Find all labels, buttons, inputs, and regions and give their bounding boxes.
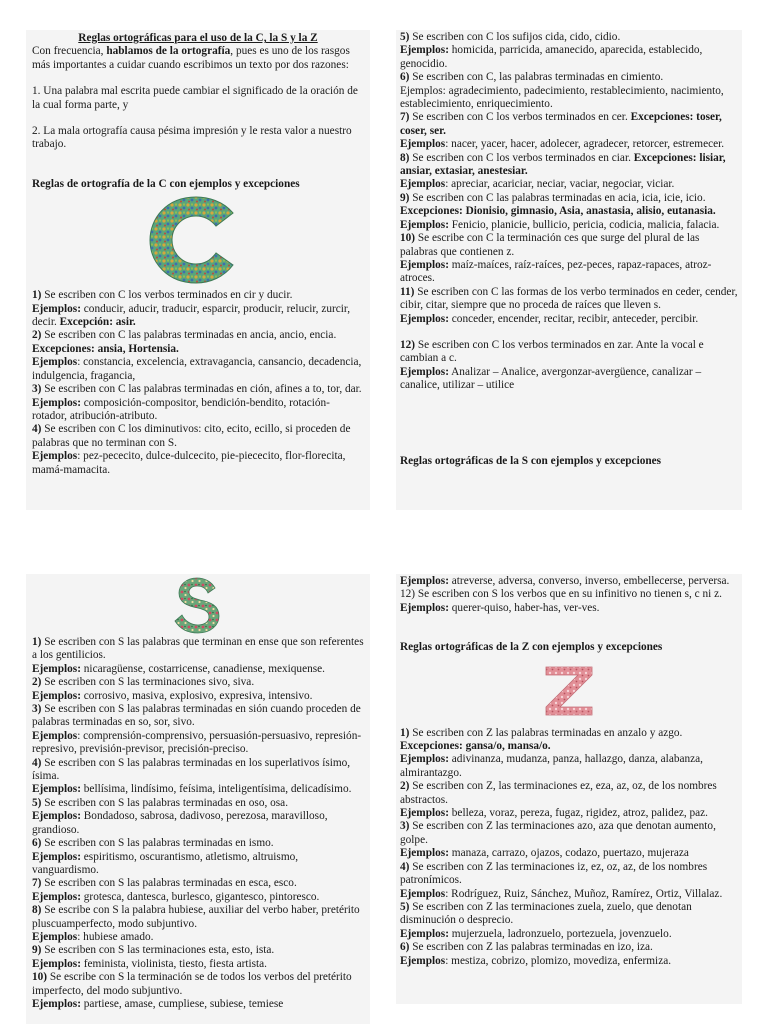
- text-run: Analizar – Analice, avergonzar-avergüence, canalizar – canalice, utilizar – utilice: [400, 365, 702, 392]
- text-run: nicaragüense, costarricense, canadiense, mexiquense.: [80, 662, 325, 675]
- text-run: de los nombres abstractos.: [400, 780, 717, 806]
- page-panel-c-rules-1: [26, 30, 370, 510]
- rule-paragraph: [32, 356, 364, 383]
- rule-paragraph: [400, 861, 738, 888]
- text-run: 1): [400, 726, 410, 739]
- text-run: 5): [400, 900, 410, 913]
- text-run: Ejemplos: [32, 450, 78, 463]
- text-run: Ejemplos:: [400, 365, 449, 378]
- text-run: , siempre que no proceda de raíces que lleven s.: [445, 299, 662, 312]
- text-run: 9): [32, 944, 42, 957]
- text-run: que son referentes a los gentilicios.: [32, 636, 364, 662]
- rule-paragraph: [32, 450, 364, 477]
- text-run: Excepción: asir.: [59, 316, 136, 329]
- text-run: Ejemplos: [32, 729, 78, 742]
- text-run: Ejemplos:: [32, 302, 81, 315]
- text-run: so, sor, sivo: [138, 716, 192, 729]
- text-run: 3): [32, 703, 42, 716]
- text-run: Excepciones: Dionisio, gimnasio, Asia, anastasia, alisio, eutanasia.: [400, 205, 716, 218]
- letter-s-floral-icon: [173, 576, 223, 634]
- text-run: cambian a: [400, 352, 449, 365]
- text-run: e: [698, 338, 704, 351]
- text-run: zar: [617, 338, 631, 351]
- text-run: cer: [611, 111, 625, 124]
- c-rules-heading: [32, 178, 364, 191]
- rule-paragraph: [32, 958, 364, 971]
- text-run: Se escriben con Z las terminaciones: [409, 860, 578, 873]
- rule-paragraph: [400, 753, 738, 780]
- text-run: Se escriben con Z las terminaciones: [409, 820, 578, 833]
- rule-paragraph: [400, 807, 738, 820]
- text-run: 5): [400, 31, 410, 43]
- text-run: Ejemplos:: [400, 847, 449, 860]
- text-run: Se escriben con C los verbos terminados en: [409, 151, 612, 164]
- text-run: Ejemplos:: [400, 807, 449, 820]
- text-run: Se escriben con C los diminutivos:: [41, 423, 205, 436]
- text-run: 6): [32, 837, 42, 850]
- text-run: 3): [400, 820, 410, 833]
- rule-paragraph: [400, 941, 738, 954]
- text-run: 4): [400, 860, 410, 873]
- text-run: Ejemplos: agradecimiento, padecimiento, restablecimiento, nacimiento, establecimiento, enriquecimiento.: [400, 84, 724, 111]
- text-run: : Rodríguez, Ruiz, Sánchez, Muñoz, Ramírez, Ortiz, Villalaz.: [445, 887, 723, 900]
- text-run: ducir: [267, 289, 290, 302]
- text-run: Se escriben con Z, las terminaciones: [409, 780, 581, 793]
- text-run: Se escriben con S las palabras terminadas en: [41, 837, 249, 850]
- rule-paragraph: [400, 575, 738, 588]
- text-run: Ejemplos:: [400, 575, 449, 587]
- text-run: anzalo: [617, 726, 647, 739]
- text-run: iz, ez, oz, az,: [577, 860, 636, 873]
- rule-paragraph: [400, 847, 738, 860]
- text-run: 4): [32, 423, 42, 436]
- text-run: mujerzuela, ladronzuelo, portezuela, jovenzuelo.: [448, 927, 672, 940]
- text-run: Ejemplos:: [32, 783, 81, 796]
- s-rules-list-1: [32, 636, 364, 1011]
- text-run: .: [358, 383, 362, 396]
- rule-paragraph: [400, 138, 738, 151]
- text-run: composición-compositor, bendición-bendito, rotación-rotador, atribución-atributo.: [32, 396, 330, 422]
- rule-paragraph: [32, 783, 364, 796]
- text-run: , pues es uno de los rasgos más importantes a cuidar cuando escribimos un texto por dos razones:: [32, 45, 350, 71]
- text-run: .: [270, 837, 274, 850]
- s-rules-list-2: [400, 575, 738, 615]
- text-run: z: [714, 588, 720, 601]
- text-run: S: [521, 454, 529, 467]
- rule-paragraph: [32, 757, 364, 784]
- z-rules-heading: [400, 641, 738, 654]
- text-run: 12): [400, 338, 416, 351]
- text-run: Ejemplos: [32, 356, 78, 369]
- text-run: Se escriben con C los verbos terminados en: [409, 111, 612, 124]
- text-run: : pez-pececito, dulce-dulcecito, pie-piececito, flor-florecita, mamá-mamacita.: [32, 450, 346, 476]
- text-run: : nacer, yacer, hacer, adolecer, agradecer, retorcer, estremecer.: [445, 138, 725, 151]
- text-run: 6): [400, 941, 410, 954]
- text-run: que denotan aumento, golpe.: [400, 820, 716, 846]
- text-run: ísimo, ísima: [32, 756, 351, 783]
- text-run: 8): [32, 904, 42, 917]
- text-run: 5): [32, 796, 42, 809]
- rule-paragraph: [32, 904, 364, 931]
- rule-paragraph: [400, 286, 738, 313]
- text-run: 9): [400, 191, 410, 204]
- rule-paragraph: [400, 192, 738, 219]
- text-run: ense: [258, 636, 279, 648]
- text-run: Ejemplos:: [32, 662, 81, 675]
- text-run: 6): [400, 71, 410, 84]
- text-run: .: [271, 944, 275, 957]
- text-run: Ejemplos:: [32, 850, 81, 863]
- text-run: Ejemplos: [400, 178, 446, 191]
- text-run: c: [694, 588, 700, 601]
- text-run: Ejemplos:: [400, 44, 449, 57]
- text-run: : mestiza, cobrizo, plomizo, movediza, enfermiza.: [445, 954, 672, 967]
- rule-paragraph: [32, 998, 364, 1011]
- rule-paragraph: [400, 111, 738, 138]
- text-run: ,: [688, 588, 695, 601]
- rule-paragraph: [400, 232, 738, 259]
- text-run: Se escriben con C las formas de los verbo terminados en: [414, 285, 676, 298]
- text-run: ni: [699, 588, 715, 601]
- text-run: cuando proceden de palabras terminadas en: [32, 703, 361, 729]
- text-run: ceder, cender, cibir, citar: [400, 285, 738, 312]
- text-run: cir: [243, 289, 256, 302]
- text-run: .: [650, 941, 653, 954]
- text-run: Se escriben con S las terminaciones: [41, 676, 209, 689]
- rule-paragraph: [32, 877, 364, 890]
- rule-paragraph: [400, 178, 738, 191]
- text-run: belleza, voraz, pereza, fugaz, rigidez, atroz, palidez, paz.: [448, 807, 708, 820]
- rule-paragraph: [32, 329, 364, 356]
- text-run: Se escribe con C la terminación: [415, 232, 565, 245]
- text-run: Se escribe con S la terminación: [47, 971, 195, 984]
- text-run: 2): [400, 780, 410, 793]
- text-run: .: [624, 111, 631, 124]
- text-run: 7): [32, 877, 42, 890]
- text-run: Ejemplos: [400, 138, 446, 151]
- rule-paragraph: [32, 289, 364, 302]
- text-run: de todos los verbos del pretérito imperfecto, del modo subjuntivo.: [32, 971, 352, 997]
- letter-z-floral-icon: [542, 665, 596, 717]
- text-run: con ejemplos y excepciones: [166, 177, 300, 190]
- text-run: .: [333, 329, 337, 342]
- text-run: .: [702, 191, 706, 204]
- rule-paragraph: [400, 31, 738, 44]
- text-run: Ejemplos:: [32, 396, 81, 409]
- text-run: Ejemplos:: [400, 927, 449, 940]
- text-run: .: [617, 31, 621, 43]
- text-run: Ejemplos:: [400, 258, 449, 271]
- text-run: Se escriben con S las palabras terminadas en: [41, 796, 249, 809]
- text-run: espiritismo, oscurantismo, atletismo, altruismo, vanguardismo.: [32, 850, 299, 876]
- text-run: 2): [32, 676, 42, 689]
- rule-paragraph: [32, 730, 364, 757]
- text-run: 2): [32, 329, 42, 342]
- text-run: 10): [32, 971, 48, 984]
- text-run: ces: [564, 232, 579, 245]
- text-run: atreverse, adversa, converso, inverso, embellecerse, perversa.: [448, 575, 730, 587]
- rule-paragraph: [32, 663, 364, 676]
- rule-paragraph: [32, 971, 364, 998]
- text-run: cida, cido, cidio: [545, 31, 618, 43]
- text-run: Se escriben con S las palabras que terminan en: [41, 636, 259, 648]
- text-run: Se escriben con S las terminaciones: [41, 944, 209, 957]
- text-run: .: [251, 676, 255, 689]
- text-run: ciar: [611, 151, 629, 164]
- text-run: , auxiliar del verbo haber, pretérito pluscuamperfecto, modo subjuntivo.: [32, 904, 360, 930]
- text-run: Se escriben con C los sufijos: [409, 31, 546, 43]
- text-run: Ejemplos:: [32, 957, 81, 970]
- text-run: Se escriben con Z las palabras terminadas en: [409, 726, 618, 739]
- rule-paragraph: [32, 944, 364, 957]
- text-run: .: [628, 151, 634, 164]
- text-run: sivo, siva: [208, 676, 252, 689]
- text-run: Excepciones: lisiar, ansiar, extasiar, anestesiar.: [400, 151, 726, 178]
- text-run: oso, osa: [248, 796, 286, 809]
- text-run: hablamos de la ortografía: [106, 45, 231, 58]
- rule-paragraph: [400, 928, 738, 941]
- text-run: Se escriben con S las palabras terminadas en: [41, 703, 249, 716]
- text-run: maíz-maíces, raíz-raíces, pez-peces, rapaz-rapaces, atroz-atroces.: [400, 258, 712, 285]
- text-run: Ejemplos:: [400, 753, 449, 766]
- text-run: Ejemplos: [400, 954, 446, 967]
- rule-paragraph: [400, 955, 738, 968]
- text-run: 12) Se escriben con S los verbos que en su infinitivo no tienen: [400, 588, 685, 601]
- rule-paragraph: [32, 636, 364, 663]
- text-run: ción: [250, 383, 270, 396]
- text-run: 10): [400, 232, 416, 245]
- text-run: 3): [32, 383, 42, 396]
- text-run: .: [56, 770, 60, 783]
- text-run: Excepciones: gansa/o, mansa/o.: [400, 740, 551, 753]
- text-run: Se escriben con Z las palabras terminadas en: [409, 941, 618, 954]
- text-run: .: [289, 289, 293, 302]
- text-run: y: [255, 289, 267, 302]
- text-run: C: [158, 177, 167, 190]
- rule-paragraph: [400, 901, 738, 928]
- text-run: Ejemplos:: [32, 810, 81, 823]
- text-run: bellísima, lindísimo, feísima, inteligentísima, delicadísimo.: [80, 783, 352, 796]
- text-run: Z: [521, 641, 530, 654]
- text-run: Reglas ortográficas de la: [400, 641, 522, 654]
- z-rules-list: [400, 727, 738, 968]
- rule-paragraph: [400, 259, 738, 286]
- text-run: sión: [248, 703, 268, 716]
- text-run: grotesca, dantesca, burlesco, gigantesco, pintoresco.: [80, 890, 320, 903]
- text-run: cito, ecito, ecillo,: [204, 423, 283, 436]
- text-run: s: [684, 588, 689, 601]
- rule-paragraph: [32, 797, 364, 810]
- text-run: Bondadoso, sabrosa, dadivoso, perezosa, maravilloso, grandioso.: [32, 810, 328, 836]
- text-run: partiese, amase, cumpliese, subiese, temiese: [80, 997, 284, 1010]
- rule-paragraph: [400, 219, 738, 232]
- text-run: Se escriben con C las palabras terminadas en: [41, 329, 251, 342]
- text-run: ancia, ancio, encia: [250, 329, 334, 342]
- text-run: esta, esto, ista: [208, 944, 272, 957]
- text-run: c: [448, 352, 454, 365]
- text-run: si proceden de palabras que no terminan con S.: [32, 423, 351, 449]
- text-run: Se escriben con C los verbos terminados en: [41, 289, 244, 302]
- c-rule-12: [400, 339, 738, 366]
- rule-paragraph: [32, 303, 364, 330]
- text-run: Ejemplos:: [400, 601, 449, 614]
- rule-paragraph: [32, 810, 364, 837]
- text-run: : apreciar, acariciar, neciar, vaciar, negociar, viciar.: [445, 178, 675, 191]
- text-run: con ejemplos y excepciones: [528, 454, 662, 467]
- text-run: azgo: [658, 726, 680, 739]
- text-run: que surge del plural de las palabras que contienen z.: [400, 232, 700, 258]
- text-run: Se escriben con S las palabras terminadas en los superlativos: [41, 756, 323, 769]
- rule-paragraph: [400, 780, 738, 807]
- text-run: .: [660, 71, 664, 84]
- text-run: Se escriben con C las palabras terminadas en: [41, 383, 251, 396]
- text-run: 7): [400, 111, 410, 124]
- text-run: zuela, zuelo,: [577, 900, 635, 913]
- text-run: y: [646, 726, 659, 739]
- rule-paragraph: [32, 891, 364, 904]
- text-run: querer-quiso, haber-has, ver-ves.: [448, 601, 600, 614]
- page-panel-s-z-rules: [396, 574, 742, 1004]
- text-run: Se escriben con Z las terminaciones: [409, 900, 578, 913]
- text-run: .: [679, 726, 683, 739]
- text-run: Se escribe con S la palabra: [41, 904, 169, 917]
- text-run: to, tor, dar: [312, 383, 359, 396]
- rule-paragraph: [32, 383, 364, 396]
- rule-paragraph: [400, 71, 738, 84]
- text-run: .: [293, 877, 297, 890]
- text-run: Con frecuencia,: [32, 45, 107, 58]
- rule-paragraph: [32, 690, 364, 703]
- text-run: Se escriben con S las palabras terminadas en: [41, 877, 249, 890]
- text-run: 1): [32, 636, 42, 648]
- page-panel-c-rules-2: [396, 30, 742, 510]
- text-run: .: [453, 352, 457, 365]
- letter-c-mosaic-icon: [138, 195, 258, 285]
- text-run: : constancia, excelencia, extravagancia, cansancio, decadencia, indulgencia, fragancia,: [32, 356, 362, 382]
- text-run: conducir, aducir, traducir, esparcir, producir, relucir, zurcir, decir.: [32, 302, 351, 329]
- text-run: Ejemplos: [400, 887, 446, 900]
- rule-paragraph: [400, 152, 738, 179]
- text-run: .: [285, 796, 289, 809]
- text-run: 4): [32, 756, 42, 769]
- rule-paragraph: [400, 313, 738, 326]
- rule-paragraph: [400, 888, 738, 901]
- text-run: conceder, encender, recitar, recibir, anteceder, percibir.: [448, 312, 699, 325]
- intro-paragraph: [32, 45, 364, 72]
- c-rules-list-2: [400, 31, 738, 326]
- text-run: que denotan disminución o desprecio.: [400, 900, 692, 927]
- s-rules-heading: [400, 455, 738, 468]
- rule-paragraph: [32, 837, 364, 850]
- text-run: . Ante la vocal: [630, 338, 699, 351]
- text-run: Reglas de ortografía de la: [32, 177, 159, 190]
- text-run: ez, eza, az, oz,: [580, 780, 646, 793]
- c-rule-12-examples: [400, 366, 738, 393]
- rule-paragraph: [400, 820, 738, 847]
- text-run: cimiento: [620, 71, 661, 84]
- text-run: azo, aza: [577, 820, 614, 833]
- rule-paragraph: [32, 703, 364, 730]
- text-run: 1): [32, 289, 42, 302]
- text-run: Ejemplos:: [32, 890, 81, 903]
- text-run: Ejemplos:: [400, 218, 449, 231]
- text-run: de los nombres patronímicos.: [400, 860, 708, 887]
- rule-paragraph: [32, 851, 364, 878]
- text-run: con ejemplos y excepciones: [529, 641, 663, 654]
- rule-paragraph: [32, 676, 364, 689]
- document-title: Reglas ortográficas para el uso de la C, la S y la Z: [78, 32, 318, 44]
- text-run: .: [191, 716, 195, 729]
- text-run: homicida, parricida, amanecido, aparecida, establecido, genocidio.: [400, 44, 703, 70]
- reason-2: 2. La mala ortografía causa pésima impresión y le resta valor a nuestro trabajo.: [32, 125, 352, 151]
- text-run: .: [719, 588, 722, 601]
- rule-paragraph: [400, 588, 738, 615]
- text-run: se: [194, 971, 205, 984]
- text-run: corrosivo, masiva, explosivo, expresiva, intensivo.: [80, 689, 313, 702]
- text-run: Se escriben con C los verbos terminados en: [415, 338, 618, 351]
- text-run: : comprensión-comprensivo, persuasión-persuasivo, represión-represivo, previsión-previsor, precisión-preciso.: [32, 729, 362, 756]
- text-run: ismo: [248, 837, 271, 850]
- c-rules-list-1: [32, 289, 364, 477]
- text-run: manaza, carrazo, ojazos, codazo, puertazo, mujeraza: [448, 847, 689, 860]
- text-run: Se escriben con C, las palabras terminadas en: [409, 71, 621, 84]
- rule-paragraph: [400, 85, 738, 112]
- text-run: izo, iza: [617, 941, 651, 954]
- text-run: Ejemplos: [32, 930, 78, 943]
- text-run: hubiese: [168, 904, 203, 917]
- text-run: Fenicio, planicie, bullicio, pericia, codicia, malicia, falacia.: [448, 218, 720, 231]
- text-run: Reglas ortográficas de la: [400, 454, 522, 467]
- text-run: esca, esco: [248, 877, 294, 890]
- text-run: Se escriben con C las palabras terminadas en: [409, 191, 619, 204]
- text-run: 8): [400, 151, 410, 164]
- text-run: Excepciones: toser, coser, ser.: [400, 111, 722, 137]
- text-run: Ejemplos:: [32, 997, 81, 1010]
- text-run: Ejemplos:: [32, 689, 81, 702]
- rule-paragraph: [32, 423, 364, 450]
- text-run: Excepciones: ansia, Hortensia.: [32, 342, 179, 355]
- rule-paragraph: [32, 397, 364, 424]
- page-panel-s-rules-1: [26, 574, 370, 1024]
- rule-paragraph: [400, 44, 738, 71]
- reason-1: 1. Una palabra mal escrita puede cambiar el significado de la oración de la cual forma parte, y: [32, 85, 358, 111]
- text-run: adivinanza, mudanza, panza, hallazgo, danza, alabanza, almirantazgo.: [400, 753, 703, 779]
- text-run: 11): [400, 285, 415, 298]
- rule-paragraph: [32, 931, 364, 944]
- text-run: feminista, violinista, tiesto, fiesta artista.: [80, 957, 267, 970]
- text-run: : hubiese amado.: [77, 930, 154, 943]
- rule-paragraph: [400, 727, 738, 754]
- text-run: acia, icia, icie, icio: [618, 191, 703, 204]
- text-run: , afines a: [269, 383, 313, 396]
- text-run: Ejemplos:: [400, 312, 449, 325]
